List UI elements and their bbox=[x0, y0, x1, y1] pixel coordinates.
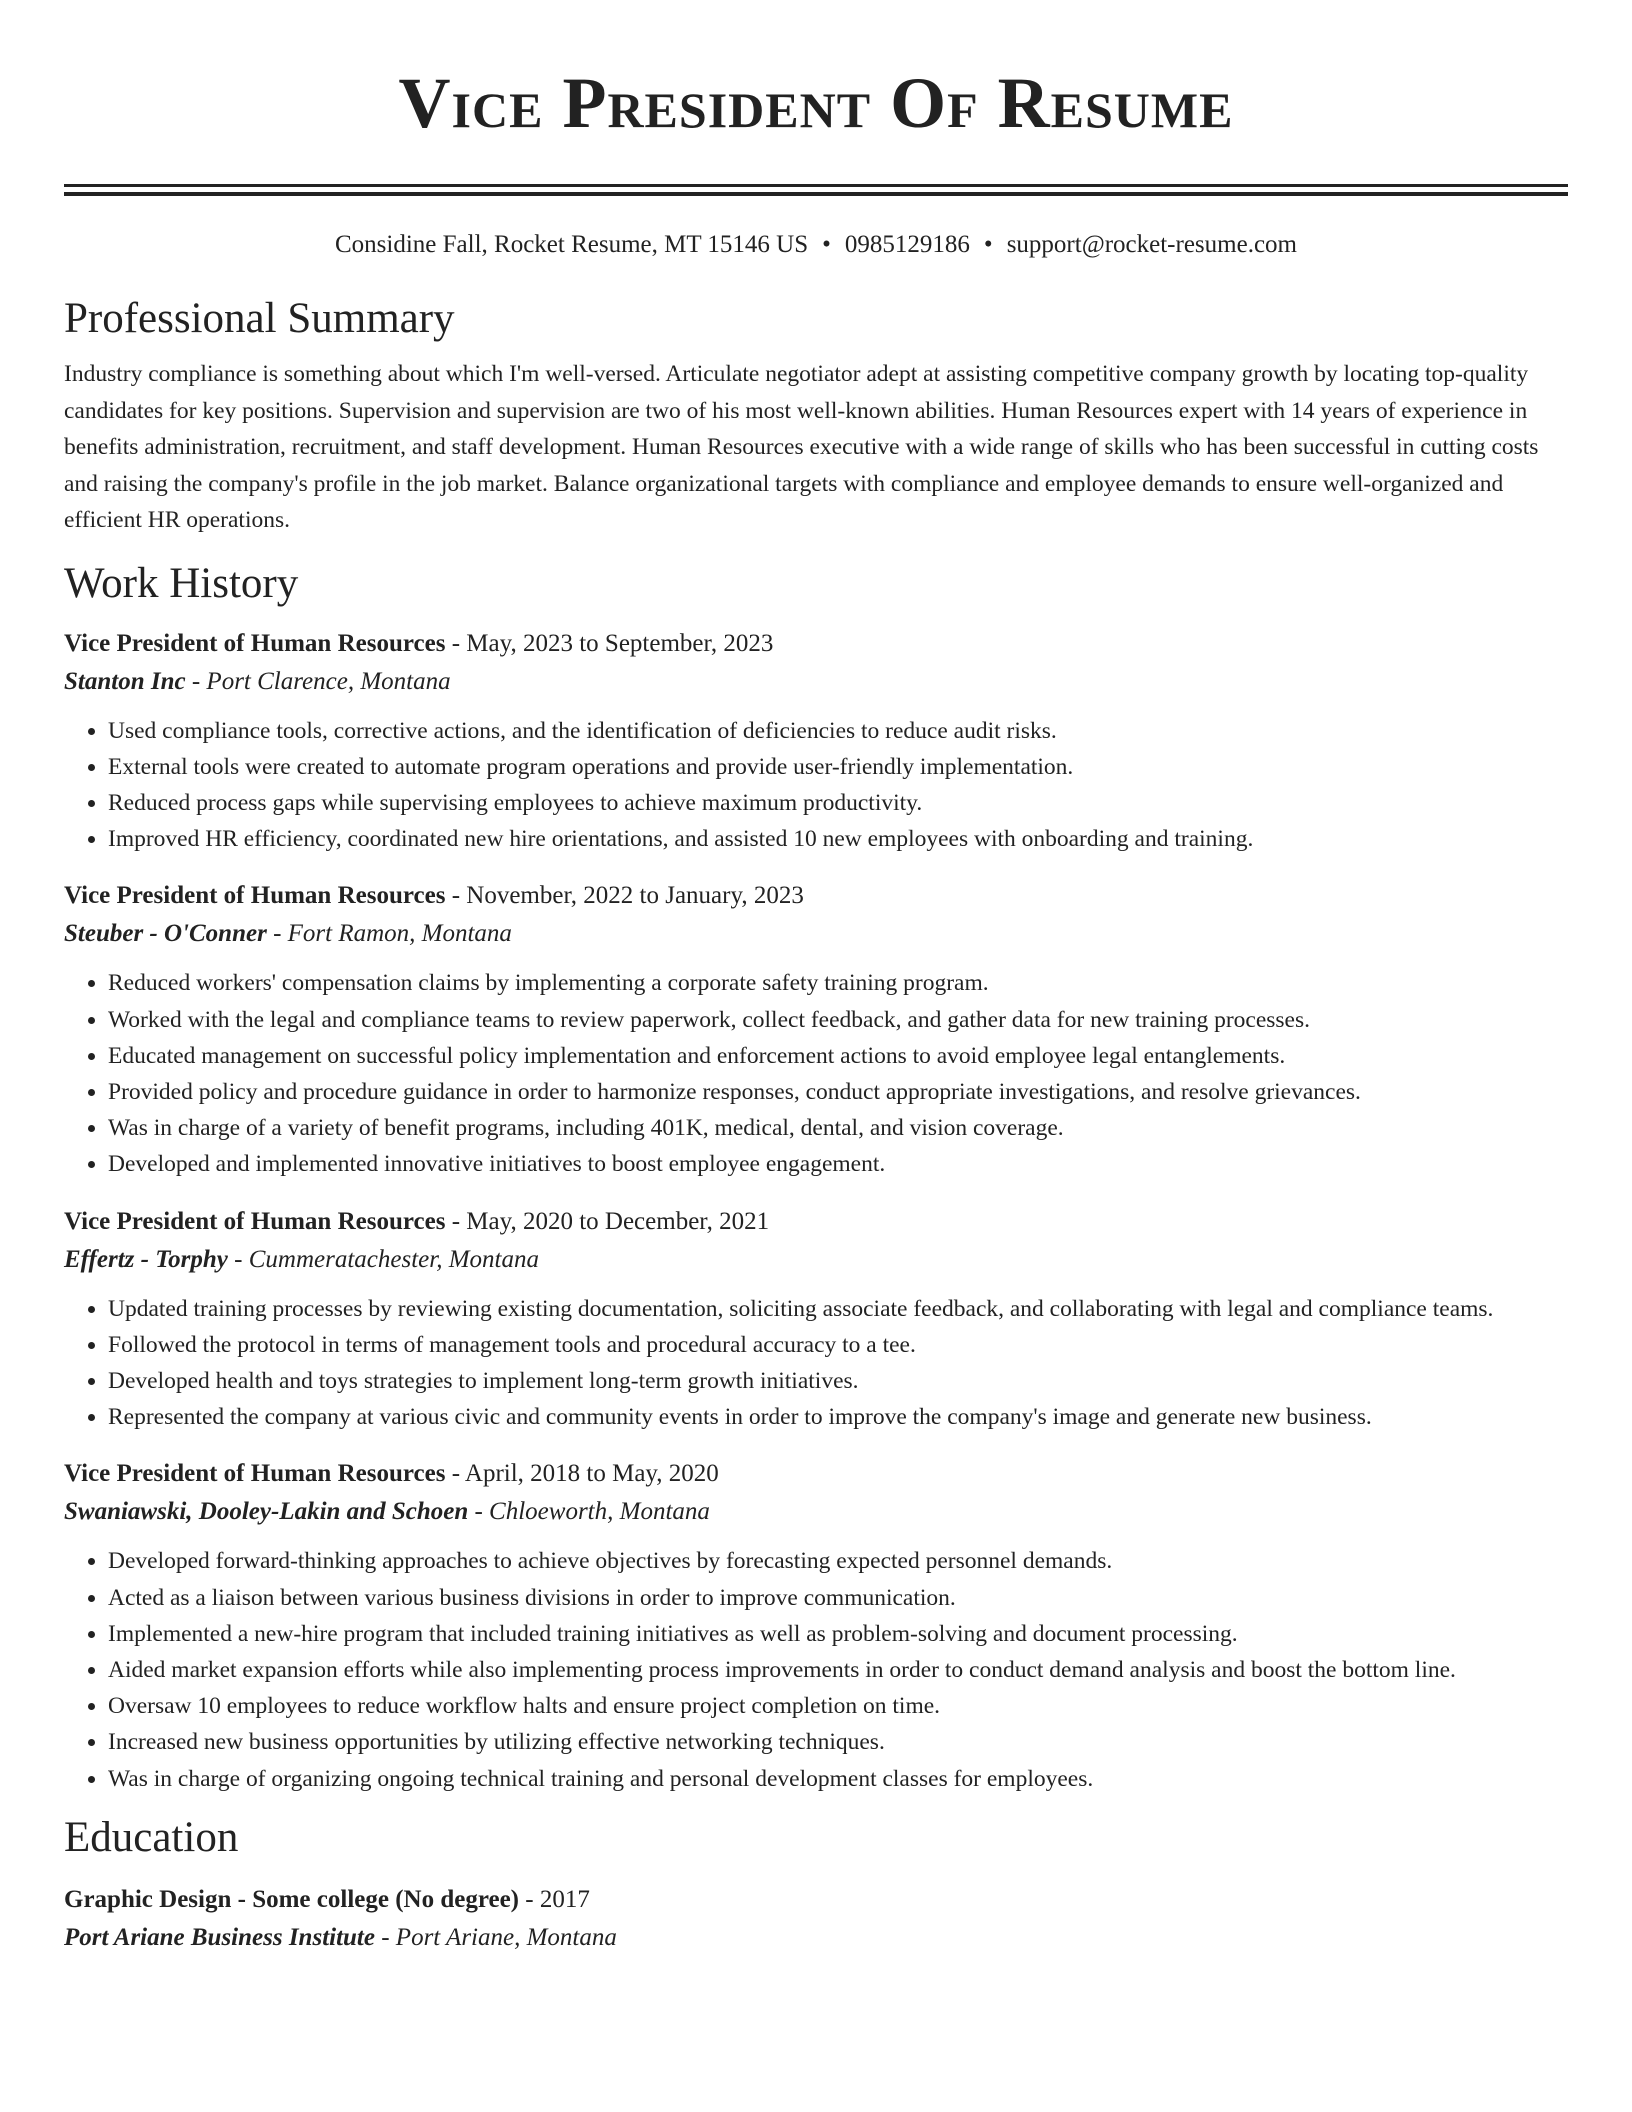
job-location: - Chloeworth, Montana bbox=[468, 1498, 710, 1526]
job-bullet: • External tools were created to automate program operations and provide user-friendly implementation. bbox=[108, 749, 1568, 785]
job-bullet: • Updated training processes by reviewing existing documentation, soliciting associate feedback, and collaborating with legal and compliance teams. bbox=[108, 1291, 1568, 1327]
job-bullet: • Developed and implemented innovative initiatives to boost employee engagement. bbox=[108, 1146, 1568, 1182]
job-company-line bbox=[64, 1241, 1568, 1279]
job-bullet: • Aided market expansion efforts while also implementing process improvements in order to conduct demand analysis and boost the bottom line. bbox=[108, 1652, 1568, 1688]
job-bullet: • Worked with the legal and compliance teams to review paperwork, collect feedback, and gather data for new training processes. bbox=[108, 1002, 1568, 1038]
job-location: - Port Clarence, Montana bbox=[185, 667, 451, 695]
job-bullet: • Reduced workers' compensation claims by implementing a corporate safety training program. bbox=[108, 965, 1568, 1001]
job-bullets bbox=[64, 1291, 1568, 1436]
job-dates: - May, 2023 to September, 2023 bbox=[445, 629, 774, 657]
job-bullet: • Reduced process gaps while supervising employees to achieve maximum productivity. bbox=[108, 785, 1568, 821]
job-bullet: • Educated management on successful policy implementation and enforcement actions to avoid employee legal entanglements. bbox=[108, 1038, 1568, 1074]
resume-title: Vice President Of Resume bbox=[398, 63, 1234, 143]
job-entry bbox=[64, 625, 1568, 858]
job-role: Vice President of Human Resources bbox=[64, 629, 446, 657]
job-entry bbox=[64, 1455, 1568, 1796]
job-bullets bbox=[64, 965, 1568, 1182]
contact-separator: • bbox=[983, 231, 993, 258]
job-bullet: • Followed the protocol in terms of management tools and procedural accuracy to a tee. bbox=[108, 1327, 1568, 1363]
job-bullet: • Improved HR efficiency, coordinated new hire orientations, and assisted 10 new employees with onboarding and training. bbox=[108, 821, 1568, 857]
contact-address: Considine Fall, Rocket Resume, MT 15146 US bbox=[335, 231, 809, 258]
job-bullet: • Provided policy and procedure guidance in order to harmonize responses, conduct appropriate investigations, and resolve grievances. bbox=[108, 1074, 1568, 1110]
job-title-line bbox=[64, 877, 1568, 915]
job-location: - Fort Ramon, Montana bbox=[266, 920, 512, 948]
education-year: - 2017 bbox=[519, 1885, 590, 1913]
contact-line bbox=[64, 228, 1568, 262]
education-degree-line bbox=[64, 1881, 1568, 1919]
education-entry bbox=[64, 1881, 1568, 1957]
job-company-line bbox=[64, 1493, 1568, 1531]
job-bullet: • Implemented a new-hire program that included training initiatives as well as problem-solving and document processing. bbox=[108, 1616, 1568, 1652]
contact-email[interactable]: support@rocket-resume.com bbox=[1006, 231, 1297, 258]
job-bullet: • Was in charge of organizing ongoing technical training and personal development classes for employees. bbox=[108, 1761, 1568, 1797]
job-location: - Cummeratachester, Montana bbox=[227, 1245, 539, 1273]
job-company-line bbox=[64, 915, 1568, 953]
job-entry bbox=[64, 877, 1568, 1182]
job-role: Vice President of Human Resources bbox=[64, 1460, 446, 1488]
job-company: Steuber - O'Conner bbox=[64, 920, 267, 948]
title-divider bbox=[64, 184, 1568, 196]
job-company: Stanton Inc bbox=[64, 667, 186, 695]
job-dates: - November, 2022 to January, 2023 bbox=[445, 882, 804, 910]
job-bullet: • Was in charge of a variety of benefit programs, including 401K, medical, dental, and vision coverage. bbox=[108, 1110, 1568, 1146]
job-company: Effertz - Torphy bbox=[64, 1245, 228, 1273]
job-bullet: • Increased new business opportunities by utilizing effective networking techniques. bbox=[108, 1724, 1568, 1760]
section-heading-work-history: Work History bbox=[64, 559, 299, 607]
job-dates: - May, 2020 to December, 2021 bbox=[445, 1207, 770, 1235]
job-entry bbox=[64, 1203, 1568, 1436]
job-bullet: • Developed forward-thinking approaches to achieve objectives by forecasting expected personnel demands. bbox=[108, 1543, 1568, 1579]
job-bullet: • Oversaw 10 employees to reduce workflow halts and ensure project completion on time. bbox=[108, 1688, 1568, 1724]
contact-separator: • bbox=[822, 231, 831, 258]
section-heading-education: Education bbox=[64, 1813, 239, 1861]
job-company: Swaniawski, Dooley-Lakin and Schoen bbox=[64, 1498, 469, 1526]
job-role: Vice President of Human Resources bbox=[64, 882, 446, 910]
summary-text: Industry compliance is something about which I'm well-versed. Articulate negotiator adept at assisting competitive company growth by locating top-quality candidates for key positions. Supervision and supervision are two of his most well-known abilities. Human Resources expert with 14 years of experience in benefits administration, recruitment, and staff development. Human Resources executive with a wide range of skills who has been successful in cutting costs and raising the company's profile in the job market. Balance organizational targets with compliance and employee demands to ensure well-organized and efficient HR operations. bbox=[64, 361, 1539, 533]
job-bullets bbox=[64, 713, 1568, 858]
job-bullet: • Developed health and toys strategies to implement long-term growth initiatives. bbox=[108, 1363, 1568, 1399]
contact-phone: 0985129186 bbox=[844, 231, 970, 258]
job-bullets bbox=[64, 1543, 1568, 1796]
education-location: - Port Ariane, Montana bbox=[374, 1923, 617, 1951]
job-title-line bbox=[64, 1455, 1568, 1493]
job-bullet: • Represented the company at various civic and community events in order to improve the company's image and generate new business. bbox=[108, 1399, 1568, 1435]
job-dates: - April, 2018 to May, 2020 bbox=[445, 1460, 719, 1488]
job-title-line bbox=[64, 1203, 1568, 1241]
job-bullet: • Used compliance tools, corrective actions, and the identification of deficiencies to reduce audit risks. bbox=[108, 713, 1568, 749]
job-role: Vice President of Human Resources bbox=[64, 1207, 446, 1235]
education-school-line bbox=[64, 1919, 1568, 1957]
education-school: Port Ariane Business Institute bbox=[64, 1923, 375, 1951]
education-degree: Graphic Design - Some college (No degree) bbox=[64, 1885, 519, 1913]
job-bullet: • Acted as a liaison between various business divisions in order to improve communication. bbox=[108, 1580, 1568, 1616]
job-title-line bbox=[64, 625, 1568, 663]
section-heading-summary: Professional Summary bbox=[64, 295, 455, 342]
job-company-line bbox=[64, 663, 1568, 701]
